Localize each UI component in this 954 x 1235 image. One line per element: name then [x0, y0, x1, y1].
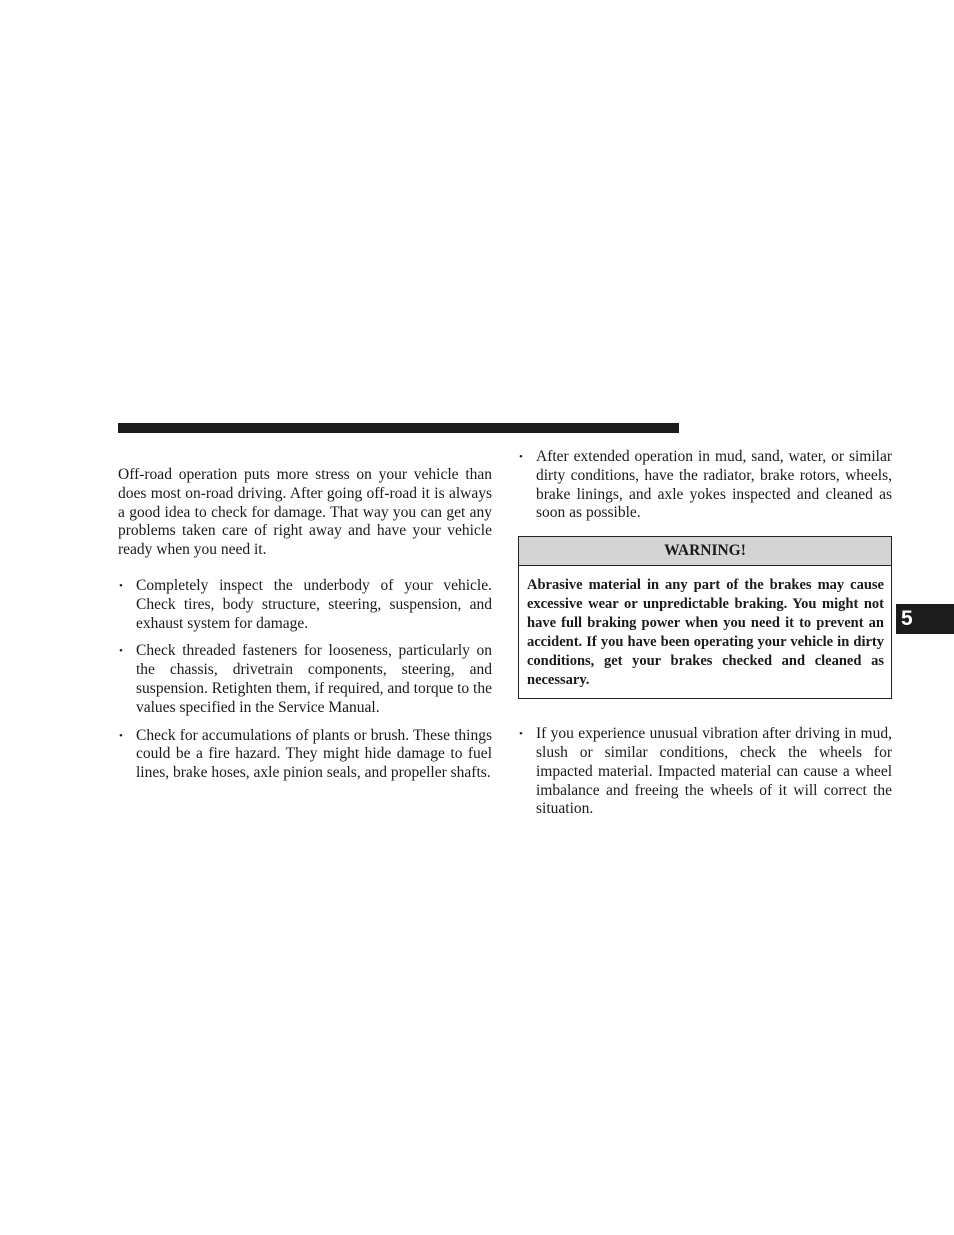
list-item [518, 725, 892, 819]
right-bullet-list [518, 448, 892, 523]
list-item [118, 727, 492, 783]
list-item-text: Check for accumulations of plants or brush. These things could be a fire hazard. They might hide damage to fuel lines, brake hoses, axle pinion seals, and propeller shafts. [136, 726, 492, 782]
section-heading-rule [118, 423, 679, 433]
right-bullet-list-2 [518, 725, 892, 819]
intro-paragraph: Off-road operation puts more stress on your vehicle than does most on-road driving. After going off-road it is always a good idea to check for damage. That way you can get any problems taken care of right away and have your vehicle ready when you need it. [118, 466, 492, 559]
list-item-text: After extended operation in mud, sand, water, or similar dirty conditions, have the radiator, brake rotors, wheels, brake linings, and axle yokes inspected and cleaned as soon as possible. [536, 448, 892, 522]
bullet-icon: • [119, 645, 123, 658]
bullet-icon: • [119, 579, 123, 592]
list-item-text: If you experience unusual vibration after driving in mud, slush or similar conditions, check the wheels for impacted material. Impacted material can cause a wheel imbalance and freeing the wheels of it will correct the situation. [536, 725, 892, 818]
left-column [118, 466, 492, 792]
warning-title: WARNING! [519, 537, 891, 566]
right-column [518, 448, 892, 819]
left-bullet-list [118, 577, 492, 783]
warning-text: Abrasive material in any part of the brakes may cause excessive wear or unpredictable braking. You might not have full braking power when you need it to prevent an accident. If you have been operating your vehicle in dirty conditions, get your brakes checked and cleaned as necessary. [527, 577, 884, 689]
bullet-icon: • [519, 451, 523, 463]
bullet-icon: • [119, 729, 123, 742]
list-item [518, 448, 892, 523]
list-item-text: Completely inspect the underbody of your vehicle. Check tires, body structure, steering, suspension, and exhaust system for damage. [136, 576, 492, 632]
warning-box [518, 536, 892, 699]
list-item-text: Check threaded fasteners for looseness, particularly on the chassis, drivetrain components, steering, and suspension. Retighten them, if required, and torque to the values specified in the Service Manual. [136, 642, 492, 716]
list-item [118, 642, 492, 717]
chapter-tab: 5 [896, 604, 954, 634]
bullet-icon: • [519, 728, 523, 741]
list-item [118, 577, 492, 633]
